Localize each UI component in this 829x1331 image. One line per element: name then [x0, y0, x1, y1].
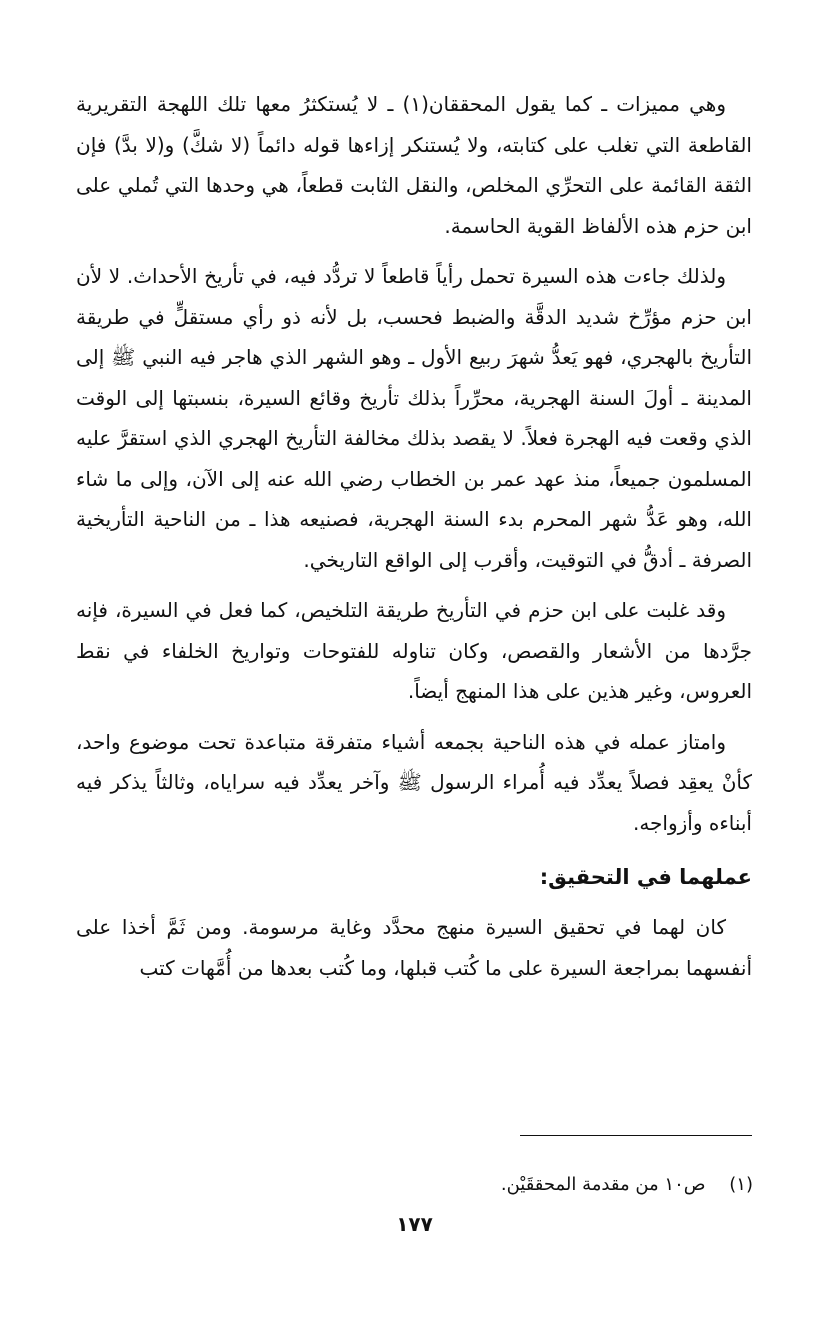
paragraph-2: ولذلك جاءت هذه السيرة تحمل رأياً قاطعاً لا تردُّد فيه، في تأريخ الأحداث. لا لأن ابن حزم مؤرِّخ شديد الدقَّة والضبط فحسب، بل لأنه ذو رأي مستقلٍّ في طريقة التأريخ بالهجري، فهو يَعدُّ شهرَ ربيع الأول ـ وهو الشهر الذي هاجر فيه النبي ﷺ إلى المدينة ـ أولَ السنة الهجرية، محرِّراً بذلك تأريخ وقائع السيرة، بنسبتها إلى الوقت الذي وقعت فيه الهجرة فعلاً. لا يقصد بذلك مخالفة التأريخ الهجري الذي استقرَّ عليه المسلمون جميعاً، منذ عهد عمر بن الخطاب رضي الله عنه إلى الآن، وإلى ما شاء الله، وهو عَدُّ شهر المحرم بدء السنة الهجرية، فصنيعه هذا ـ من الناحية التأريخية الصرفة ـ أدقُّ في التوقيت، وأقرب إلى الواقع التاريخي. [76, 264, 752, 572]
footnote [501, 1170, 753, 1200]
footnote-text: ص١٠ من مقدمة المحققَيْن. [500, 1174, 706, 1195]
footnote-divider [520, 1135, 752, 1136]
section-heading: عملهما في التحقيق: [539, 865, 752, 889]
page-number: ١٧٧ [396, 1212, 433, 1236]
paragraph-1: وهي مميزات ـ كما يقول المحققان(١) ـ لا يُستكثرُ معها تلك اللهجة التقريرية القاطعة التي تغلب على كتابته، ولا يُستنكر إزاءها قوله دائماً (لا شكَّ) و(لا بدَّ) فإن الثقة القائمة على التحرِّي المخلص، والنقل الثابت قطعاً، هي وحدها التي تُملي على ابن حزم هذه الألفاظ القوية الحاسمة. [76, 92, 752, 238]
main-text [76, 84, 752, 998]
paragraph-5: كان لهما في تحقيق السيرة منهج محدَّد وغاية مرسومة. ومن ثَمَّ أخذا على أنفسهما بمراجعة السيرة على ما كُتب قبلها، وما كُتب بعدها من أُمَّهات كتب [76, 915, 752, 980]
paragraph-3: وقد غلبت على ابن حزم في التأريخ طريقة التلخيص، كما فعل في السيرة، فإنه جرَّدها من الأشعار والقصص، وكان تناوله للفتوحات وتواريخ الخلفاء في نقط العروس، وغير هذين على هذا المنهج أيضاً. [76, 598, 752, 703]
footnote-number: (١) [729, 1174, 753, 1195]
paragraph-4: وامتاز عمله في هذه الناحية بجمعه أشياء متفرقة متباعدة تحت موضوع واحد، كأنْ يعقِد فصلاً يعدِّد فيه أُمراء الرسول ﷺ وآخر يعدِّد فيه سراياه، وثالثاً يذكر فيه أبناءه وأزواجه. [76, 729, 752, 835]
